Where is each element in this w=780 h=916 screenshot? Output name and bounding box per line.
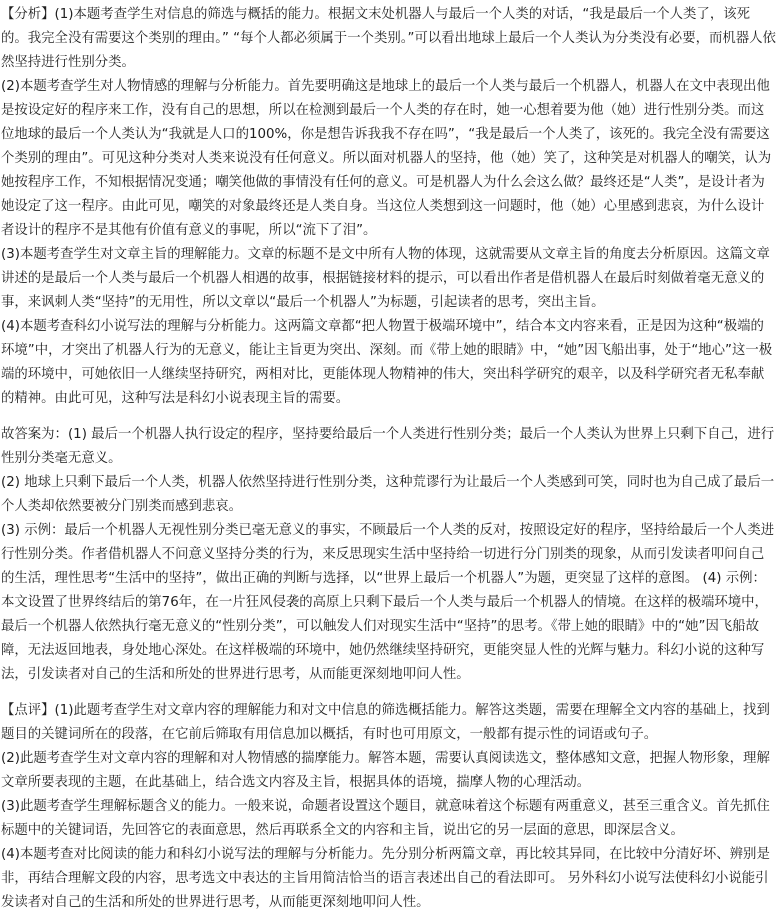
- analysis-paragraph-2: (2)本题考查学生对人物情感的理解与分析能力。首先要明确这是地球上的最后一个人类与最后一个机器人，机器人在文中表现出他是按设定好的程序来工作，没有自己的思想，所以在检测到最后一个人类的存在时，她一心想着要为他（她）进行性别分类。而这位地球的最后一个人类认为“我就是人口的100%，你是想告诉我我不存在吗”，“我是最后一个人类了，该死的。我完全没有需要这个类别的理由”。可见这种分类对人类来说没有任何意义。所以面对机器人的坚持，他（她）笑了，这种笑是对机器人的嘲笑，认为她按程序工作，不知根据情况变通；嘲笑他做的事情没有任何的意义。可是机器人为什么会这么做？最终还是“人类”，是设计者为她设定了这一程序。由此可见，嘲笑的对象最终还是人类自身。当这位人类想到这一问题时，他（她）心里感到悲哀，为什么设计者设计的程序不是其他有价值有意义的事呢，所以“流下了泪”。: [1, 79, 772, 238]
- analysis-paragraph-1: 【分析】(1)本题考查学生对信息的筛选与概括的能力。根据文末处机器人与最后一个人类的对话，“我是最后一个人类了，该死的。我完全没有需要这个类别的理由。” “每个人都必须属于一个类别。”可以看出地球上最后一个人类认为分类没有必要，而机器人依然坚持进行性别分类。: [1, 7, 776, 70]
- answer-paragraph-2: (2) 地球上只剩下最后一个人类，机器人依然坚持进行性别分类，这种荒谬行为让最后一个人类感到可笑，同时也为自己成了最后一个人类却依然要被分门别类而感到悲哀。: [1, 475, 775, 514]
- analysis-section: [1, 3, 776, 411]
- answer-paragraph-3: (3) 示例：最后一个机器人无视性别分类已毫无意义的事实，不顾最后一个人类的反对，按照设定好的程序，坚持给最后一个人类进行性别分类。作者借机器人不问意义坚持分类的行为，来反思现实生活中坚持给一切进行分门别类的现象，从而引发读者叩问自己的生活，理性思考“生活中的坚持”，做出正确的判断与选择，以“世界上最后一个机器人”为题，更突显了这样的意图。 (4) 示例：本文设置了世界终结后的第76年，在一片狂风侵袭的高原上只剩下最后一个人类与最后一个机器人的情境。在这样的极端环境中，最后一个机器人依然执行毫无意义的“性别分类”，可以触发人们对现实生活中“坚持”的思考。《带上她的眼睛》中的“她”因飞船故障，无法返回地表，身处地心深处。在这样极端的环境中，她仍然继续坚持研究，更能突显人性的光辉与魅力。科幻小说的这种写法，引发读者对自己的生活和所处的世界进行思考，从而能更深刻地叩问人性。: [1, 523, 775, 682]
- comment-paragraph-3: (3)此题考查学生理解标题含义的能力。一般来说，命题者设置这个题目，就意味着这个标题有两重意义，甚至三重含义。首先抓住标题中的关键词语，先回答它的表面意思，然后再联系全文的内容和主旨，说出它的另一层面的意思，即深层含义。: [1, 799, 770, 838]
- answer-paragraph-1: 故答案为：(1) 最后一个机器人执行设定的程序，坚持要给最后一个人类进行性别分类；最后一个人类认为世界上只剩下自己，进行性别分类毫无意义。: [1, 427, 775, 466]
- comment-section: [1, 699, 776, 915]
- answer-section: [1, 423, 776, 687]
- analysis-paragraph-4: (4)本题考查科幻小说写法的理解与分析能力。这两篇文章都“把人物置于极端环境中”，结合本文内容来看，正是因为这种“极端的环境”中，才突出了机器人行为的无意义，能让主旨更为突出、深刻。而《带上她的眼睛》中，“她”因飞船出事，处于“地心”这一极端的环境中，可她依旧一人继续坚持研究，两相对比，更能体现人物精神的伟大，突出科学研究的艰辛，以及科学研究者无私奉献的精神。由此可见，这种写法是科幻小说表现主旨的需要。: [1, 319, 773, 406]
- section-spacer: [1, 411, 776, 423]
- section-spacer: [1, 687, 776, 699]
- comment-paragraph-1: 【点评】(1)此题考查学生对文章内容的理解能力和对文中信息的筛选概括能力。解答这类题，需要在理解全文内容的基础上，找到题目的关键词所在的段落，在它前后筛取有用信息加以概括，有时也可用原文，一般都有提示性的词语或句子。: [1, 703, 770, 742]
- comment-paragraph-4: (4)本题考查对比阅读的能力和科幻小说写法的理解与分析能力。先分别分析两篇文章，再比较其异同，在比较中分清好坏、辨别是非，再结合理解文段的内容，思考选文中表达的主旨用简洁恰当的语言表述出自己的看法即可。 另外科幻小说写法使科幻小说能引发读者对自己的生活和所处的世界进行思考，从而能更深刻地叩问人性。: [1, 847, 770, 910]
- comment-paragraph-2: (2)此题考查学生对文章内容的理解和对人物情感的揣摩能力。解答本题，需要认真阅读选文，整体感知文意，把握人物形象，理解文章所要表现的主题，在此基础上，结合选文内容及主旨，根据具体的语境，揣摩人物的心理活动。: [1, 751, 770, 790]
- analysis-paragraph-3: (3)本题考查学生对文章主旨的理解能力。文章的标题不是文中所有人物的体现，这就需要从文章主旨的角度去分析原因。这篇文章讲述的是最后一个人类与最后一个机器人相遇的故事，根据链接材料的提示，可以看出作者是借机器人在最后时刻做着毫无意义的事，来讽刺人类“坚持”的无用性，所以文章以“最后一个机器人”为标题，引起读者的思考，突出主旨。: [1, 247, 770, 310]
